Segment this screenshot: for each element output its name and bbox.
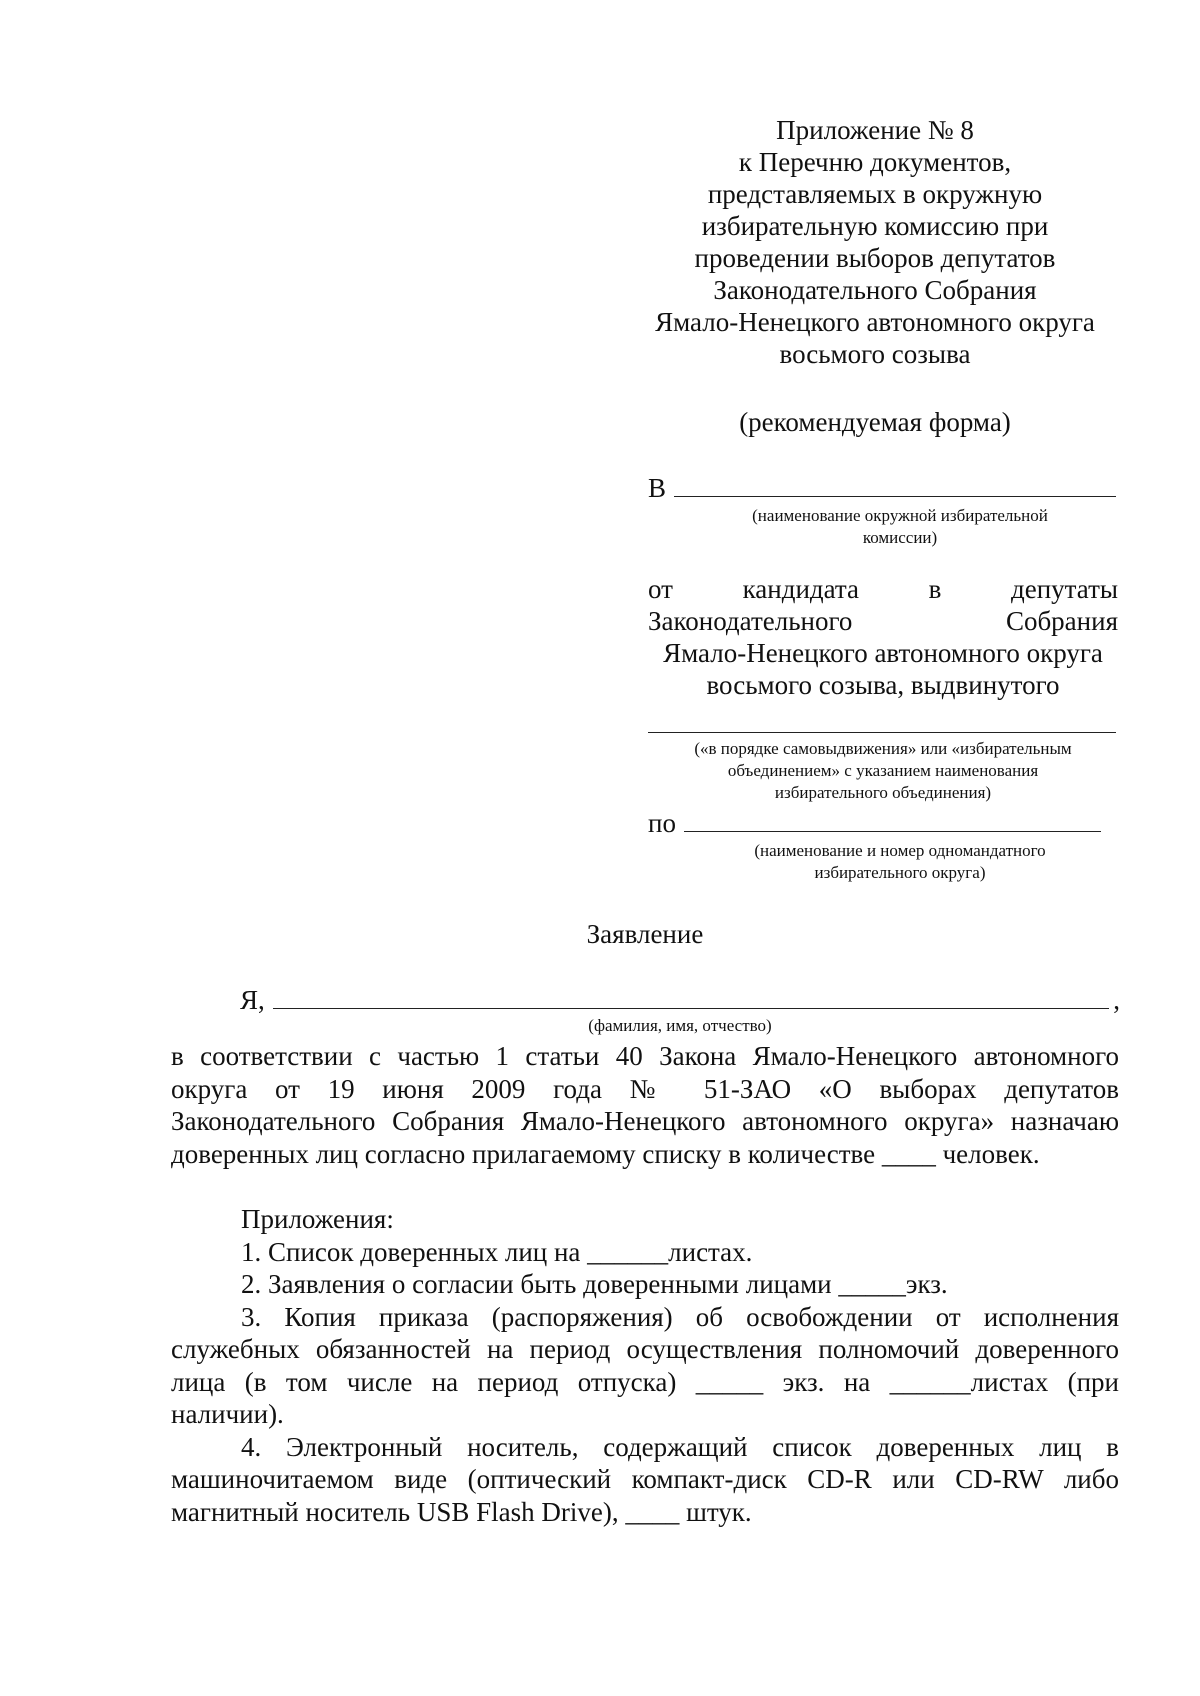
attachment-item-3-line: лица (в том числе на период отпуска) _____ экз. на ______листах (при	[171, 1366, 1119, 1397]
caption-line: комиссии)	[862, 528, 938, 547]
from-line-2	[648, 605, 1118, 637]
word: в	[928, 574, 942, 604]
full-name-blank-line[interactable]	[273, 982, 1109, 1009]
attachment-item-1: 1. Список доверенных лиц на ______листах.	[241, 1236, 753, 1267]
statement-line: округа от 19 июня 2009 года № 51-ЗАО «О выборах депутатов	[171, 1073, 1119, 1104]
annex-line: проведении выборов депутатов	[694, 243, 1056, 273]
district-field	[648, 805, 1101, 839]
attachment-item-3-line: служебных обязанностей на период осуществления полномочий доверенного	[171, 1334, 1119, 1364]
statement-line: в соответствии с частью 1 статьи 40 Закона Ямало-Ненецкого автономного	[171, 1041, 1119, 1071]
attachment-item-3-line: наличии).	[171, 1399, 284, 1429]
attachments-heading: Приложения:	[241, 1204, 394, 1234]
district-caption	[700, 840, 1100, 884]
statement-body	[171, 1040, 1119, 1170]
district-prefix: по	[648, 808, 676, 838]
document-title: Заявление	[586, 919, 704, 949]
attachment-item-2: 2. Заявления о согласии быть доверенными лицами _____экз.	[241, 1269, 948, 1299]
commission-prefix: В	[648, 473, 667, 503]
word: Собрания	[1005, 606, 1118, 636]
annex-line: Законодательного Собрания	[713, 275, 1037, 305]
from-line-1	[648, 573, 1118, 605]
from-line-4: восьмого созыва, выдвинутого	[706, 670, 1060, 700]
caption-line: («в порядке самовыдвижения» или «избирательным	[694, 739, 1072, 758]
caption-line: избирательного округа)	[814, 863, 986, 882]
caption-line: (наименование и номер одномандатного	[754, 841, 1046, 860]
annex-line: восьмого созыва	[779, 339, 971, 369]
caption-line: (наименование окружной избирательной	[752, 506, 1048, 525]
district-blank-line[interactable]	[684, 805, 1101, 832]
statement-line: Законодательного Собрания Ямало-Ненецкого автономного округа» назначаю	[171, 1106, 1119, 1136]
commission-blank-line[interactable]	[674, 470, 1116, 497]
word: депутаты	[1011, 574, 1119, 604]
nominated-by-caption	[648, 738, 1118, 804]
attachment-item-4-line: машиночитаемом виде (оптический компакт-диск CD-R или CD-RW либо	[171, 1464, 1119, 1494]
annex-line: к Перечню документов,	[738, 147, 1012, 177]
annex-header	[640, 114, 1110, 370]
attachment-item-4-line: 4. Электронный носитель, содержащий список доверенных лиц в	[241, 1431, 1119, 1462]
attachment-item-4-line: магнитный носитель USB Flash Drive), ____ штук.	[171, 1496, 752, 1527]
statement-prefix: Я,	[240, 985, 265, 1015]
form-note: (рекомендуемая форма)	[739, 407, 1011, 437]
annex-line: Приложение № 8	[776, 115, 974, 145]
word: кандидата	[742, 574, 860, 604]
statement-line: доверенных лиц согласно прилагаемому списку в количестве ____ человек.	[171, 1138, 1040, 1169]
caption-line: избирательного объединения)	[774, 783, 992, 802]
word: от	[648, 574, 673, 604]
from-line-3: Ямало-Ненецкого автономного округа	[663, 638, 1103, 668]
annex-line: избирательную комиссию при	[701, 211, 1049, 241]
full-name-caption: (фамилия, имя, отчество)	[588, 1016, 772, 1035]
word: Законодательного	[648, 606, 853, 636]
attachments-section	[171, 1203, 1119, 1528]
statement-name-row	[240, 982, 1120, 1016]
attachment-item-3-line: 3. Копия приказа (распоряжения) об освобождении от исполнения	[241, 1301, 1119, 1332]
statement-suffix: ,	[1113, 985, 1120, 1015]
commission-caption	[700, 505, 1100, 549]
annex-line: представляемых в окружную	[707, 179, 1043, 209]
from-candidate-block	[648, 573, 1118, 701]
annex-line: Ямало-Ненецкого автономного округа	[655, 307, 1095, 337]
nominated-by-blank-line[interactable]	[648, 730, 1116, 733]
commission-field	[648, 470, 1116, 504]
caption-line: объединением» с указанием наименования	[727, 761, 1039, 780]
